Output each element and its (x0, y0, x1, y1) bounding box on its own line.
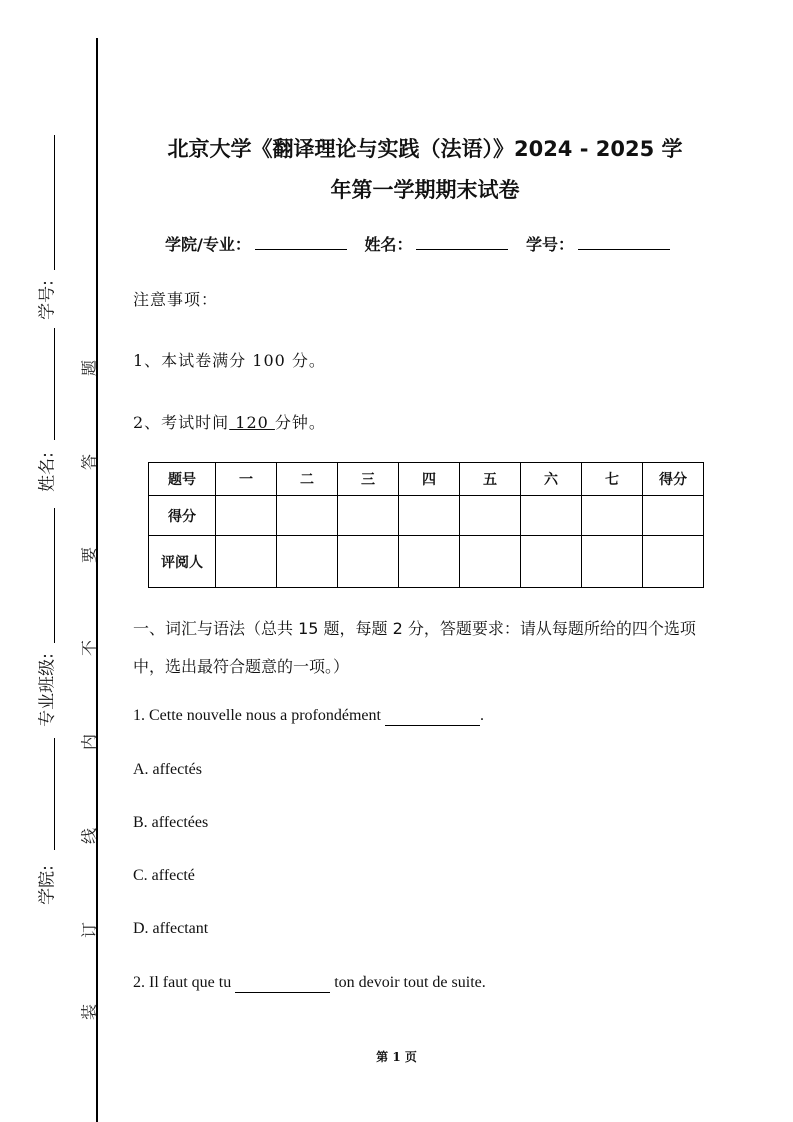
score-cell (277, 496, 338, 536)
grader-cell (399, 536, 460, 588)
student-id-field[interactable] (578, 233, 670, 250)
score-cell (399, 496, 460, 536)
row-label: 得分 (149, 496, 216, 536)
grader-cell (460, 536, 521, 588)
option-d: D. affectant (133, 920, 209, 937)
exam-title-line1: 北京大学《翻译理论与实践（法语）》2024 - 2025 学 (167, 137, 683, 161)
college-major-label: 学院/专业： (165, 235, 251, 254)
score-cell (338, 496, 399, 536)
note-text: 2、考试时间 (133, 413, 230, 432)
score-cell (216, 496, 277, 536)
answer-blank (235, 974, 330, 993)
note-item-2 (133, 410, 326, 433)
side-student-id-label: 学号: (37, 280, 58, 320)
grader-cell (216, 536, 277, 588)
major-class-line (54, 508, 55, 643)
answer-blank (385, 707, 480, 726)
seal-char: 不 (79, 639, 99, 657)
question-stem: . (479, 707, 484, 724)
table-header: 七 (582, 463, 643, 496)
exam-title-line2: 年第一学期期末试卷 (330, 178, 520, 202)
grader-cell (277, 536, 338, 588)
table-header: 三 (338, 463, 399, 496)
student-id-label: 学号： (526, 235, 575, 254)
side-name-label: 姓名: (37, 452, 58, 492)
table-header: 二 (277, 463, 338, 496)
seal-char: 线 (79, 827, 99, 845)
question-stem: 1. Cette nouvelle nous a profondément (133, 707, 385, 724)
table-header: 六 (521, 463, 582, 496)
table-header: 五 (460, 463, 521, 496)
row-label: 评阅人 (149, 536, 216, 588)
seal-char: 答 (79, 453, 99, 471)
name-field[interactable] (416, 233, 508, 250)
grader-cell (521, 536, 582, 588)
binding-line (96, 38, 98, 1122)
grader-cell (643, 536, 704, 588)
college-major-field[interactable] (255, 233, 347, 250)
score-cell (643, 496, 704, 536)
notes-heading: 注意事项： (133, 290, 219, 309)
seal-char: 装 (79, 1003, 99, 1021)
seal-char: 题 (79, 359, 99, 377)
table-header: 四 (399, 463, 460, 496)
side-major-class-label: 专业班级: (37, 653, 58, 727)
option-c: C. affecté (133, 867, 195, 884)
score-table (148, 462, 704, 588)
note-text: 分钟。 (274, 413, 326, 432)
question-stem: 2. Il faut que tu (133, 974, 236, 991)
score-cell (582, 496, 643, 536)
grader-cell (338, 536, 399, 588)
section-1-heading: 一、词汇与语法（总共 15 题，每题 2 分，答题要求：请从每题所给的四个选项中，选出最符合题意的一项。） (133, 619, 696, 676)
seal-char: 订 (79, 921, 99, 939)
question-2 (133, 974, 486, 993)
page-number: 第 1 页 (376, 1050, 417, 1064)
question-1 (133, 707, 484, 726)
exam-duration: 120 (229, 413, 275, 432)
table-header: 题号 (149, 463, 216, 496)
score-cell (521, 496, 582, 536)
name-line (54, 328, 55, 440)
student-info-row (165, 232, 682, 255)
grader-cell (582, 536, 643, 588)
note-item-1: 1、本试卷满分 100 分。 (133, 351, 326, 370)
side-college-label: 学院: (37, 865, 58, 905)
score-cell (460, 496, 521, 536)
college-line (54, 738, 55, 850)
table-header: 得分 (643, 463, 704, 496)
name-label: 姓名： (364, 235, 413, 254)
seal-char: 内 (79, 733, 99, 751)
table-header: 一 (216, 463, 277, 496)
option-a: A. affectés (133, 761, 202, 778)
question-stem: ton devoir tout de suite. (330, 974, 486, 991)
seal-char: 要 (79, 546, 99, 564)
student-id-line (54, 135, 55, 270)
option-b: B. affectées (133, 814, 209, 831)
